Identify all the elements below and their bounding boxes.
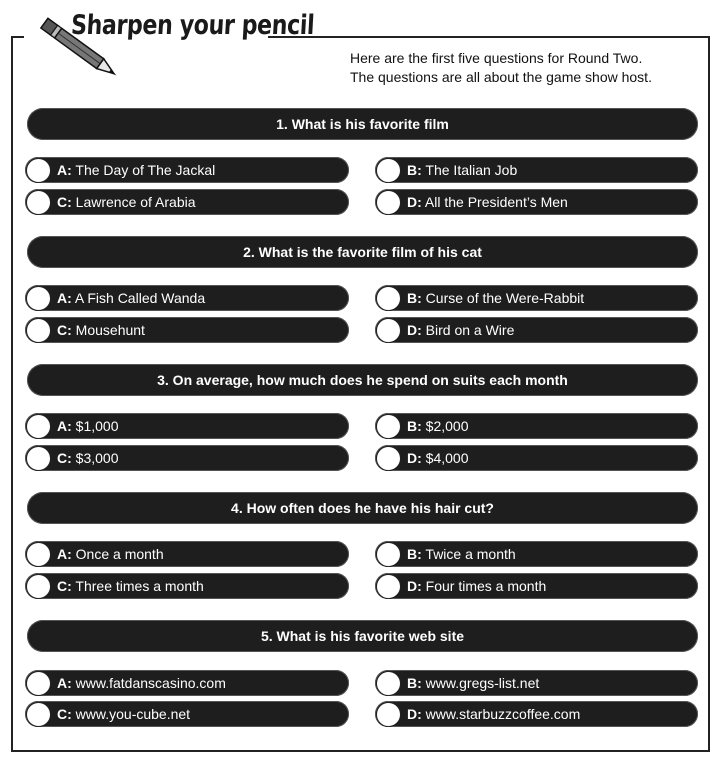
- q2-answer-b[interactable]: [375, 285, 698, 311]
- answer-letter: A:: [57, 290, 72, 306]
- answer-text: Three times a month: [75, 578, 204, 594]
- answer-text: www.gregs-list.net: [425, 675, 540, 691]
- question-2-text: 2. What is the favorite film of his cat: [243, 244, 482, 260]
- answer-text: $2,000: [425, 418, 469, 434]
- q4-answer-b[interactable]: [375, 541, 698, 567]
- answer-text: The Italian Job: [425, 162, 518, 178]
- q4-answer-d[interactable]: [375, 573, 698, 599]
- answer-radio[interactable]: [376, 446, 401, 471]
- question-3-text: 3. On average, how much does he spend on suits each month: [157, 372, 568, 388]
- answer-letter: C:: [57, 706, 72, 722]
- answer-radio[interactable]: [26, 190, 51, 215]
- q5-answer-d[interactable]: [375, 701, 698, 727]
- answer-letter: B:: [407, 418, 422, 434]
- intro-line-1: Here are the first five questions for Round Two.: [350, 50, 643, 66]
- answer-text: Bird on a Wire: [425, 322, 515, 338]
- answer-text: $3,000: [75, 450, 119, 466]
- q3-answer-c[interactable]: [25, 445, 349, 471]
- q2-answer-c[interactable]: [25, 317, 349, 343]
- question-2-bar: [27, 236, 698, 268]
- answer-text: www.starbuzzcoffee.com: [425, 706, 581, 722]
- answer-letter: D:: [407, 194, 422, 210]
- answer-text: $4,000: [425, 450, 469, 466]
- answer-radio[interactable]: [376, 190, 401, 215]
- answer-radio[interactable]: [376, 542, 401, 567]
- answer-text: A Fish Called Wanda: [74, 290, 206, 306]
- answer-text: Lawrence of Arabia: [75, 194, 196, 210]
- q2-answer-d[interactable]: [375, 317, 698, 343]
- answer-radio[interactable]: [376, 414, 401, 439]
- q3-answer-d[interactable]: [375, 445, 698, 471]
- answer-letter: B:: [407, 546, 422, 562]
- page-title: Sharpen your pencil: [70, 10, 316, 41]
- q5-answer-a[interactable]: [25, 670, 349, 696]
- answer-text: Mousehunt: [75, 322, 145, 338]
- answer-text: All the President’s Men: [424, 194, 568, 210]
- question-5-bar: [27, 620, 698, 652]
- question-3-bar: [27, 364, 698, 396]
- answer-radio[interactable]: [376, 702, 401, 727]
- q3-answer-a[interactable]: [25, 413, 349, 439]
- answer-letter: D:: [407, 322, 422, 338]
- answer-text: Curse of the Were-Rabbit: [425, 290, 585, 306]
- answer-radio[interactable]: [376, 671, 401, 696]
- q5-answer-c[interactable]: [25, 701, 349, 727]
- answer-radio[interactable]: [26, 574, 51, 599]
- answer-radio[interactable]: [376, 318, 401, 343]
- answer-letter: A:: [57, 162, 72, 178]
- q1-answer-b[interactable]: [375, 157, 698, 183]
- question-1-bar: [27, 108, 698, 140]
- answer-letter: D:: [407, 450, 422, 466]
- answer-radio[interactable]: [26, 158, 51, 183]
- answer-radio[interactable]: [26, 702, 51, 727]
- answer-letter: C:: [57, 322, 72, 338]
- answer-radio[interactable]: [376, 286, 401, 311]
- answer-radio[interactable]: [26, 286, 51, 311]
- question-4-bar: [27, 492, 698, 524]
- q5-answer-b[interactable]: [375, 670, 698, 696]
- answer-text: Four times a month: [425, 578, 547, 594]
- answer-letter: B:: [407, 162, 422, 178]
- question-5-text: 5. What is his favorite web site: [260, 628, 465, 644]
- q1-answer-a[interactable]: [25, 157, 349, 183]
- answer-letter: A:: [57, 418, 72, 434]
- question-1-text: 1. What is his favorite film: [276, 116, 449, 132]
- answer-text: Once a month: [75, 546, 164, 562]
- answer-radio[interactable]: [26, 542, 51, 567]
- answer-radio[interactable]: [376, 574, 401, 599]
- answer-radio[interactable]: [26, 446, 51, 471]
- answer-text: The Day of The Jackal: [75, 162, 216, 178]
- answer-letter: A:: [57, 675, 72, 691]
- answer-letter: C:: [57, 450, 72, 466]
- answer-radio[interactable]: [26, 414, 51, 439]
- answer-text: Twice a month: [425, 546, 516, 562]
- q3-answer-b[interactable]: [375, 413, 698, 439]
- intro-text: [350, 49, 700, 87]
- answer-letter: A:: [57, 546, 72, 562]
- q1-answer-c[interactable]: [25, 189, 349, 215]
- answer-text: $1,000: [75, 418, 119, 434]
- answer-text: www.fatdanscasino.com: [75, 675, 226, 691]
- q2-answer-a[interactable]: [25, 285, 349, 311]
- answer-radio[interactable]: [26, 671, 51, 696]
- answer-letter: B:: [407, 290, 422, 306]
- answer-text: www.you-cube.net: [75, 706, 191, 722]
- answer-radio[interactable]: [376, 158, 401, 183]
- answer-radio[interactable]: [26, 318, 51, 343]
- q1-answer-d[interactable]: [375, 189, 698, 215]
- question-4-text: 4. How often does he have his hair cut?: [231, 500, 494, 516]
- intro-line-2: The questions are all about the game show host.: [350, 69, 652, 85]
- q4-answer-c[interactable]: [25, 573, 349, 599]
- answer-letter: C:: [57, 194, 72, 210]
- answer-letter: B:: [407, 675, 422, 691]
- answer-letter: D:: [407, 706, 422, 722]
- q4-answer-a[interactable]: [25, 541, 349, 567]
- answer-letter: C:: [57, 578, 72, 594]
- answer-letter: D:: [407, 578, 422, 594]
